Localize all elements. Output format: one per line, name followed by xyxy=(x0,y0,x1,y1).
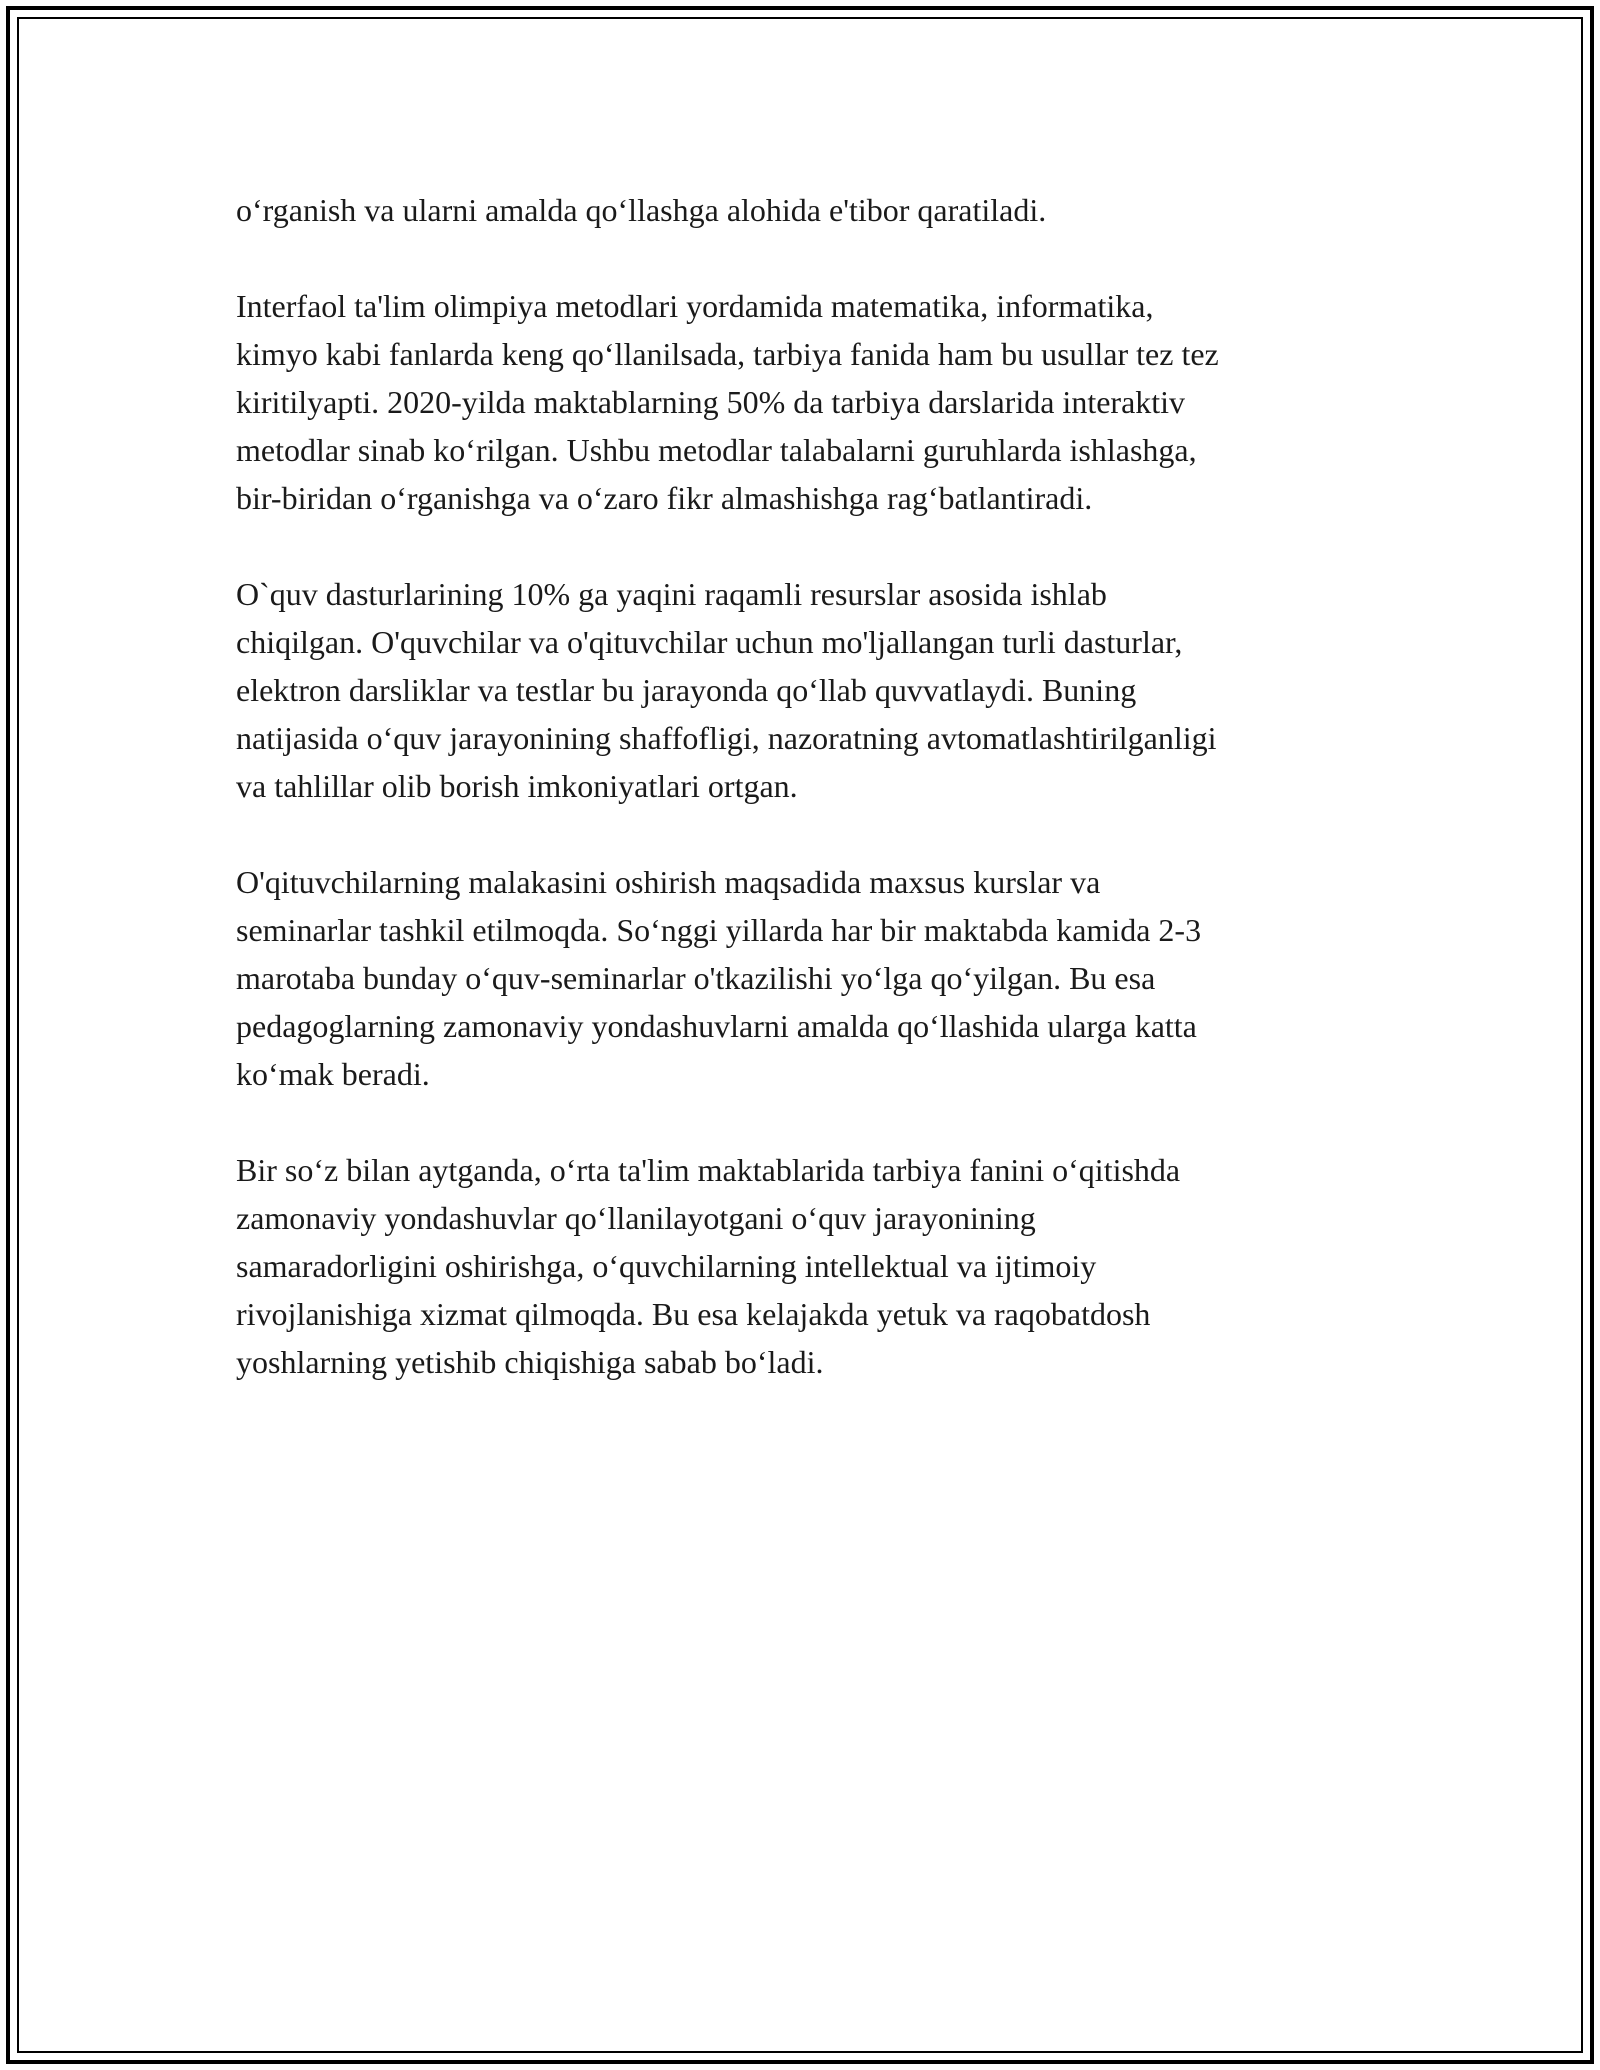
paragraph-line: natijasida o‘quv jarayonining shaffofligi, nazoratning avtomatlashtirilganligi xyxy=(236,720,1217,756)
paragraph-line: O'qituvchilarning malakasini oshirish maqsadida maxsus kurslar va xyxy=(236,864,1101,900)
paragraph-line: samaradorligini oshirishga, o‘quvchilarning intellektual va ijtimoiy xyxy=(236,1248,1097,1284)
paragraph-1 xyxy=(236,186,1366,234)
paragraph-line: kimyo kabi fanlarda keng qo‘llanilsada, tarbiya fanida ham bu usullar tez tez xyxy=(236,336,1219,372)
paragraph-line: va tahlillar olib borish imkoniyatlari ortgan. xyxy=(236,768,798,804)
paragraph-4 xyxy=(236,858,1366,1098)
paragraph-3 xyxy=(236,570,1366,810)
paragraph-line: kiritilyapti. 2020-yilda maktablarning 50% da tarbiya darslarida interaktiv xyxy=(236,384,1186,420)
paragraph-line: Bir so‘z bilan aytganda, o‘rta ta'lim maktablarida tarbiya fanini o‘qitishda xyxy=(236,1152,1181,1188)
paragraph-line: marotaba bunday o‘quv-seminarlar o'tkazilishi yo‘lga qo‘yilgan. Bu esa xyxy=(236,960,1156,996)
paragraph-line: seminarlar tashkil etilmoqda. So‘nggi yillarda har bir maktabda kamida 2-3 xyxy=(236,912,1202,948)
paragraph-line: o‘rganish va ularni amalda qo‘llashga alohida e'tibor qaratiladi. xyxy=(236,192,1047,228)
paragraph-line: chiqilgan. O'quvchilar va o'qituvchilar uchun mo'ljallangan turli dasturlar, xyxy=(236,624,1183,660)
paragraph-line: metodlar sinab ko‘rilgan. Ushbu metodlar talabalarni guruhlarda ishlashga, xyxy=(236,432,1197,468)
document-body xyxy=(236,186,1366,1434)
paragraph-line: bir-biridan o‘rganishga va o‘zaro fikr almashishga rag‘batlantiradi. xyxy=(236,480,1093,516)
paragraph-2 xyxy=(236,282,1366,522)
paragraph-5 xyxy=(236,1146,1366,1386)
paragraph-line: O`quv dasturlarining 10% ga yaqini raqamli resurslar asosida ishlab xyxy=(236,576,1107,612)
paragraph-line: yoshlarning yetishib chiqishiga sabab bo‘ladi. xyxy=(236,1344,824,1380)
paragraph-line: zamonaviy yondashuvlar qo‘llanilayotgani o‘quv jarayonining xyxy=(236,1200,1036,1236)
paragraph-line: rivojlanishiga xizmat qilmoqda. Bu esa kelajakda yetuk va raqobatdosh xyxy=(236,1296,1151,1332)
paragraph-line: Interfaol ta'lim olimpiya metodlari yordamida matematika, informatika, xyxy=(236,288,1154,324)
paragraph-line: pedagoglarning zamonaviy yondashuvlarni amalda qo‘llashida ularga katta xyxy=(236,1008,1197,1044)
paragraph-line: ko‘mak beradi. xyxy=(236,1056,430,1092)
paragraph-line: elektron darsliklar va testlar bu jarayonda qo‘llab quvvatlaydi. Buning xyxy=(236,672,1137,708)
